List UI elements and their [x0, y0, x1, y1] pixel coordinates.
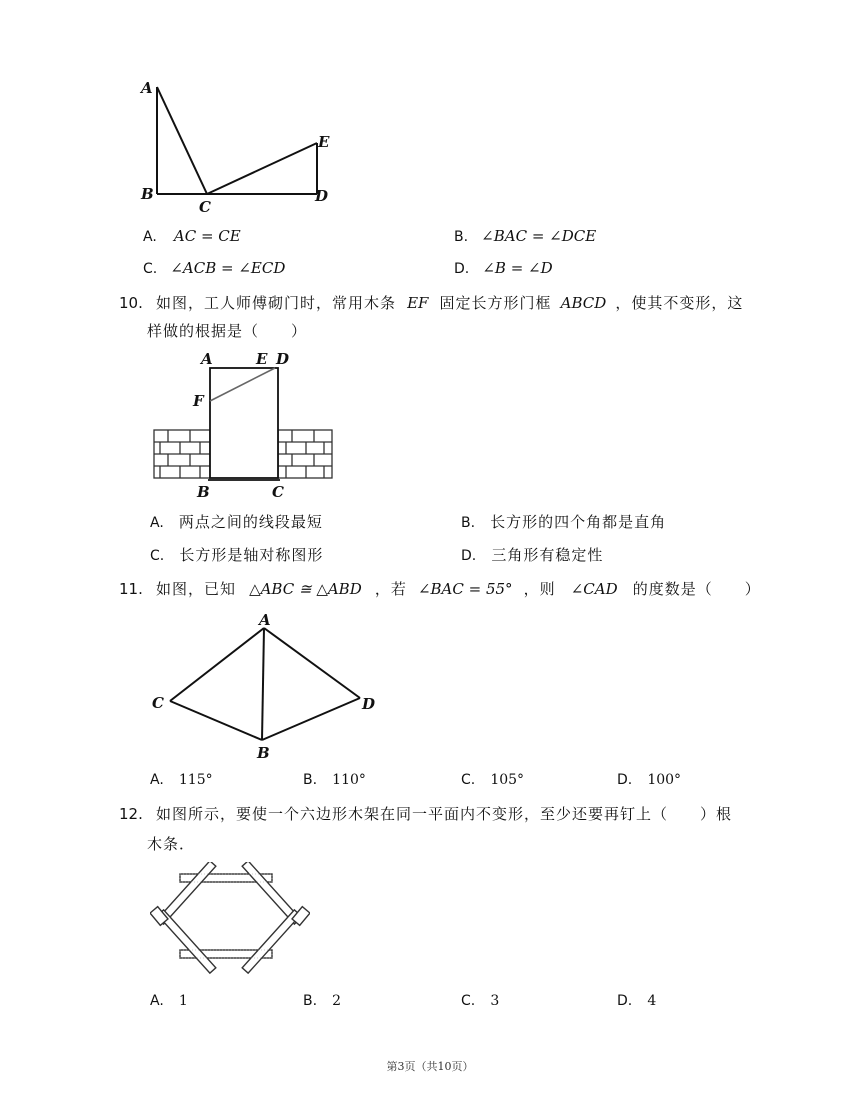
option-text: 三角形有稳定性 [491, 546, 604, 564]
stem-text: 如图所示，要使一个六边形木架在同一平面内不变形，至少还要再钉上（ ）根 [155, 805, 732, 823]
option-text: 115° [178, 772, 213, 788]
option-text: ∠B = ∠D [482, 259, 553, 277]
option-letter: D. [617, 772, 633, 788]
q9-option-c[interactable] [143, 258, 285, 277]
option-text: ∠ACB = ∠ECD [170, 259, 286, 277]
option-letter: D. [454, 261, 470, 277]
option-letter: A. [150, 515, 164, 531]
q10-label-f: F [193, 392, 204, 410]
q9-option-b[interactable] [454, 226, 596, 245]
q12-figure [150, 862, 310, 982]
option-letter: C. [143, 261, 158, 277]
q9-label-c: C [199, 198, 211, 215]
stem-text: ，则 [523, 580, 556, 598]
q10-figure [148, 348, 338, 503]
option-text: 1 [178, 993, 188, 1009]
option-letter: A. [150, 993, 164, 1009]
q10-label-a: A [201, 350, 213, 368]
q12-stem-line2: 木条． [147, 835, 196, 853]
q11-label-d: D [362, 695, 376, 713]
option-letter: B. [303, 993, 318, 1009]
q10-option-a[interactable] [150, 511, 323, 532]
q12-option-b[interactable] [303, 990, 341, 1009]
q11-option-a[interactable] [150, 769, 213, 788]
q10-label-d: D [276, 350, 290, 368]
stem-math: ∠BAC = 55° [417, 580, 513, 598]
option-text: 100° [647, 772, 682, 788]
q11-label-a: A [259, 611, 271, 629]
option-letter: D. [617, 993, 633, 1009]
q10-stem-line2: 样做的根据是（ ） [147, 322, 308, 340]
q9-label-a: A [141, 79, 153, 97]
q11-option-b[interactable] [303, 769, 366, 788]
q12-option-d[interactable] [617, 990, 656, 1009]
q10-option-b[interactable] [461, 511, 666, 532]
option-letter: B. [454, 229, 469, 245]
q9-figure [135, 75, 345, 215]
q9-label-e: E [318, 133, 330, 151]
stem-math: EF [407, 294, 429, 312]
option-letter: B. [461, 515, 476, 531]
stem-text: ，若 [374, 580, 407, 598]
question-number: 12. [119, 805, 143, 823]
q11-stem [119, 578, 761, 599]
option-text: 105° [490, 772, 525, 788]
stem-text: ，使其不变形，这 [615, 294, 744, 312]
option-letter: D. [461, 548, 477, 564]
q11-label-b: B [257, 744, 270, 762]
q11-option-d[interactable] [617, 769, 681, 788]
option-text: 长方形是轴对称图形 [179, 546, 324, 564]
option-letter: C. [150, 548, 165, 564]
stem-math: ABCD [560, 294, 607, 312]
q10-option-d[interactable] [461, 544, 603, 565]
option-text: 3 [490, 993, 500, 1009]
option-text: 长方形的四个角都是直角 [490, 513, 667, 531]
q11-figure [145, 608, 385, 763]
option-text: AC = CE [173, 227, 241, 245]
q10-label-b: B [197, 483, 210, 501]
option-letter: A. [143, 229, 157, 245]
stem-text: 固定长方形门框 [439, 294, 552, 312]
question-number: 10. [119, 294, 143, 312]
stem-text: 如图，工人师傅砌门时，常用木条 [155, 294, 396, 312]
q11-label-c: C [152, 694, 164, 712]
stem-text: 的度数是（ ） [632, 580, 761, 598]
q12-stem-line1 [119, 803, 732, 824]
option-text: 4 [647, 993, 657, 1009]
option-letter: C. [461, 772, 476, 788]
stem-math: △ABC ≅ △ABD [249, 580, 362, 598]
option-text: ∠BAC = ∠DCE [481, 227, 597, 245]
option-text: 2 [332, 993, 342, 1009]
q12-option-a[interactable] [150, 990, 188, 1009]
q11-option-c[interactable] [461, 769, 524, 788]
stem-math: ∠CAD [570, 580, 618, 598]
option-letter: A. [150, 772, 164, 788]
option-letter: C. [461, 993, 476, 1009]
q9-label-d: D [315, 187, 329, 205]
option-text: 110° [332, 772, 366, 788]
stem-text: 如图，已知 [155, 580, 236, 598]
q9-option-a[interactable] [143, 226, 241, 245]
q10-label-c: C [272, 483, 284, 501]
q9-option-d[interactable] [454, 258, 553, 277]
q10-label-e: E [256, 350, 268, 368]
option-text: 两点之间的线段最短 [178, 513, 323, 531]
option-letter: B. [303, 772, 318, 788]
q10-stem-line1 [119, 292, 743, 313]
q10-option-c[interactable] [150, 544, 323, 565]
question-number: 11. [119, 580, 143, 598]
q9-label-b: B [141, 185, 154, 203]
page-footer: 第3页（共10页） [386, 1060, 474, 1073]
q12-option-c[interactable] [461, 990, 499, 1009]
